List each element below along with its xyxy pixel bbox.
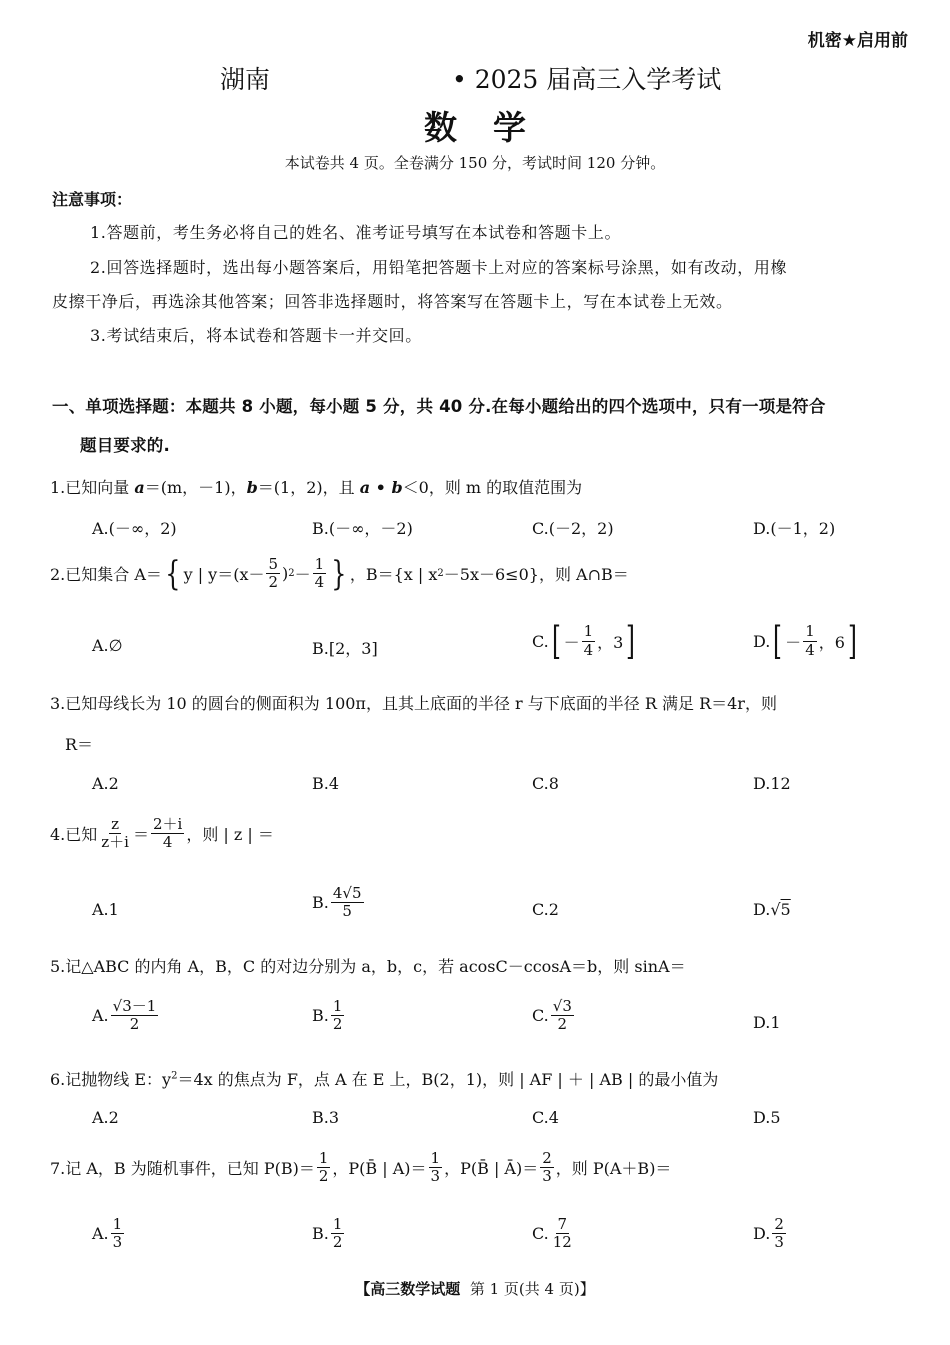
exam-intro: 本试卷共 4 页。全卷满分 150 分，考试时间 120 分钟。: [284, 154, 666, 172]
q6-option-a: A.2: [92, 1108, 119, 1127]
notice-item-1: 1.答题前，考生务必将自己的姓名、准考证号填写在本试卷和答题卡上。: [90, 223, 622, 242]
q2-option-d: D. [ － $\frac{1}{4}$ ，6 ]: [753, 619, 857, 663]
q2-option-c: C. [ － $\frac{1}{4}$ ，3 ]: [532, 619, 636, 663]
notice-item-3: 3.考试结束后，将本试卷和答题卡一并交回。: [90, 326, 422, 345]
q7-option-b: B. $\frac{1}{2}$: [312, 1215, 343, 1252]
section-1-title-cont: 题目要求的.: [80, 436, 170, 455]
question-5: 5.记△ABC 的内角 A，B，C 的对边分别为 a，b，c，若 acosC－ccosA＝b，则 sinA＝: [50, 957, 686, 976]
q7-option-a: A. $\frac{1}{3}$: [92, 1215, 123, 1252]
q3-option-b: B.4: [312, 774, 340, 793]
q5-option-d: D.1: [753, 1013, 781, 1032]
question-1: 1.已知向量 a＝(m，－1)，b＝(1，2)，且 a • b＜0，则 m 的取值范围为: [50, 478, 583, 497]
q4-option-c: C.2: [532, 900, 559, 919]
q6-option-b: B.3: [312, 1108, 340, 1127]
question-4: 4.已知 $\frac{z}{z+i}$ ＝ $\frac{2+i}{4}$ ，则 | z | ＝: [50, 815, 274, 852]
notice-title: 注意事项：: [52, 190, 133, 209]
q5-option-b: B. $\frac{1}{2}$: [312, 997, 343, 1034]
notice-item-2: 2.回答选择题时，选出每小题答案后，用铅笔把答题卡上对应的答案标号涂黑，如有改动，用橡: [90, 258, 788, 277]
q2-option-a: A.∅: [92, 636, 123, 655]
q3-option-a: A.2: [92, 774, 119, 793]
question-6: 6.记抛物线 E：$y^2=4x$ 的焦点为 F，点 A 在 E 上，B(2，1)，则 | AF | ＋ | AB | 的最小值为: [50, 1070, 719, 1089]
page-footer: [0, 1278, 950, 1299]
q7-option-c: C. $\frac{7}{12}$: [532, 1215, 572, 1252]
q1-option-a: A.(－∞，2): [92, 519, 177, 538]
q5-option-c: C. $\frac{√3}{2}$: [532, 997, 572, 1034]
q3-option-d: D.12: [753, 774, 791, 793]
q1-option-b: B.(－∞，－2): [312, 519, 413, 538]
exam-title-text: • 2025 届高三入学考试: [452, 65, 722, 94]
subject-title: 数学: [424, 108, 562, 147]
question-3: 3.已知母线长为 10 的圆台的侧面积为 100π，且其上底面的半径 r 与下底面的半径 R 满足 R＝4r，则: [50, 694, 777, 713]
confidential-label: 机密★启用前: [807, 31, 908, 51]
question-3-cont: R＝: [65, 735, 94, 754]
notice-item-2-cont: 皮擦干净后，再选涂其他答案；回答非选择题时，将答案写在答题卡上，写在本试卷上无效。: [52, 292, 733, 311]
q5-option-a: A. $\frac{√3-1}{2}$: [92, 997, 157, 1034]
q6-option-c: C.4: [532, 1108, 559, 1127]
q6-option-d: D.5: [753, 1108, 781, 1127]
footer-title: 【高三数学试题: [355, 1280, 461, 1298]
q1-option-d: D.(－1，2): [753, 519, 836, 538]
exam-region: 湖南: [220, 65, 271, 94]
question-7: 7.记 A，B 为随机事件，已知 P(B)＝ $\frac{1}{2}$ ，P(B̄ | A)＝ $\frac{1}{3}$ ，P(B̄ | Ā)＝ $\frac{2}{3}$ ，则 P(A＋B)＝: [50, 1149, 672, 1186]
q4-option-a: A.1: [92, 900, 119, 919]
footer-page: 第 1 页(共 4 页)】: [469, 1280, 595, 1298]
q2-option-b: B.[2，3]: [312, 639, 378, 658]
q7-option-d: D. $\frac{2}{3}$: [753, 1215, 784, 1252]
question-2: 2.已知集合 A＝ { y | y＝(x－ $\frac{5}{2}$ ) 2 － $\frac{1}{4}$ } ，B＝{x | x 2 －5x－6≤0}，则 A∩B＝: [50, 553, 629, 594]
q4-option-b: B. $\frac{4√5}{5}$: [312, 884, 362, 921]
q3-option-c: C.8: [532, 774, 559, 793]
q4-option-d: D.√5: [753, 900, 791, 919]
q1-option-c: C.(－2，2): [532, 519, 614, 538]
section-1-title: 一、单项选择题：本题共 8 小题，每小题 5 分，共 40 分.在每小题给出的四个选项中，只有一项是符合: [52, 397, 826, 416]
